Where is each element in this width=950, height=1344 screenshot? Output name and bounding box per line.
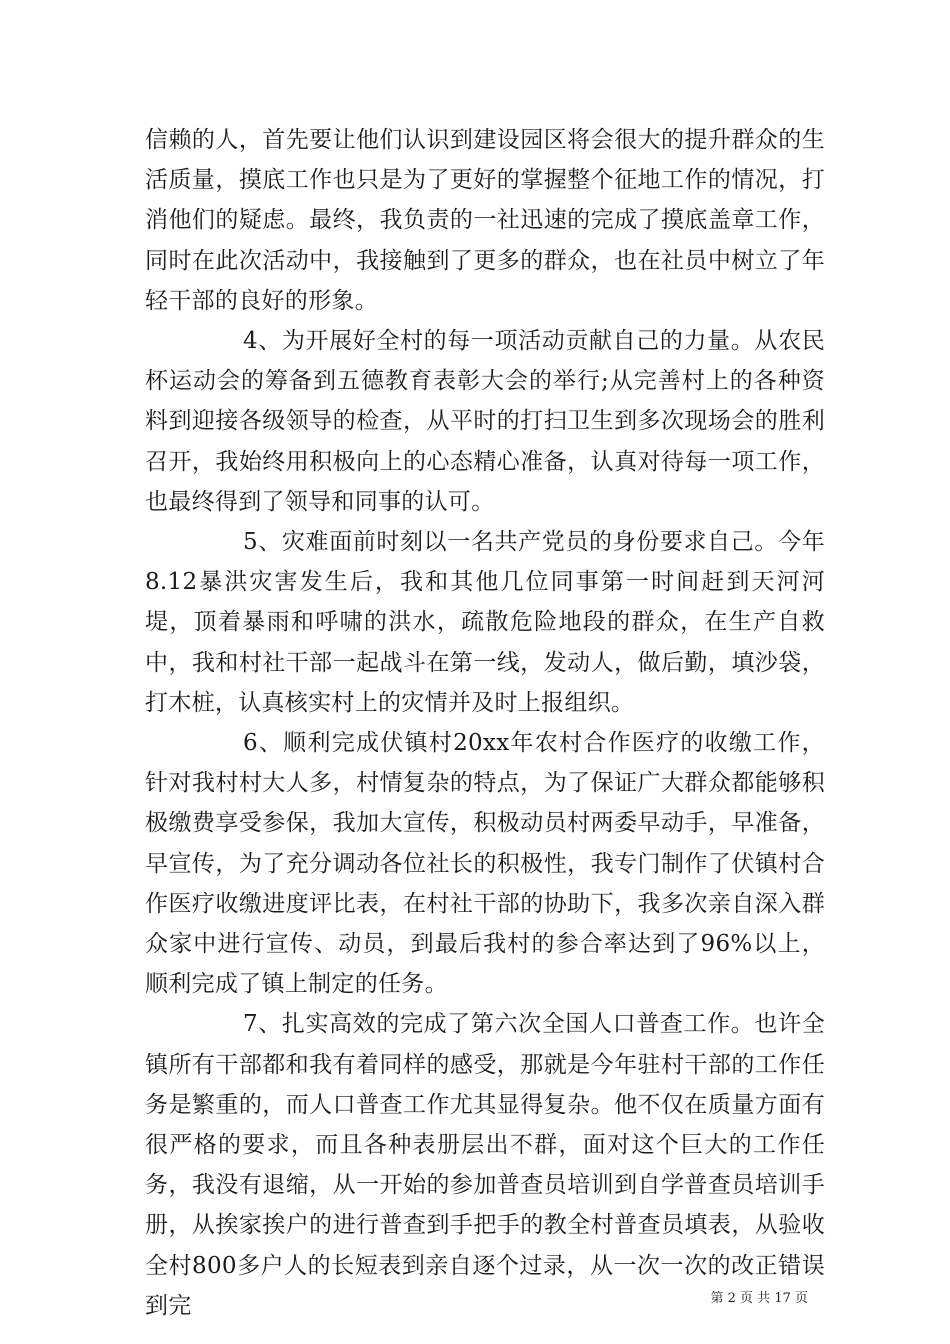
paragraph-item-7: 7、扎实高效的完成了第六次全国人口普查工作。也许全镇所有干部都和我有着同样的感受，那就是今年驻村干部的工作任务是繁重的，而人口普查工作尤其显得复杂。他不仅在质量方面有很严格的要求，而且各种表册层出不群，面对这个巨大的工作任务，我没有退缩，从一开始的参加普查员培训到自学普查员培训手册，从挨家挨户的进行普查到手把手的教全村普查员填表，从验收全村800多户人的长短表到亲自逐个过录，从一次一次的改正错误到完 — [145, 1011, 825, 1319]
page-number-footer: 第 2 页 共 17 页 — [710, 1291, 808, 1306]
paragraph-item-6: 6、顺利完成伏镇村20xx年农村合作医疗的收缴工作，针对我村村大人多，村情复杂的特点，为了保证广大群众都能够积极缴费享受参保，我加大宣传，积极动员村两委早动手，早准备，早宣传，为了充分调动各位社长的积极性，我专门制作了伏镇村合作医疗收缴进度评比表，在村社干部的协助下，我多次亲自深入群众家中进行宣传、动员，到最后我村的参合率达到了96%以上，顺利完成了镇上制定的任务。 — [145, 730, 825, 998]
document-body — [145, 120, 825, 1326]
paragraph-item-4: 4、为开展好全村的每一项活动贡献自己的力量。从农民杯运动会的筹备到五德教育表彰大会的举行;从完善村上的各种资料到迎接各级领导的检查，从平时的打扫卫生到多次现场会的胜利召开，我始终用积极向上的心态精心准备，认真对待每一项工作，也最终得到了领导和同事的认可。 — [145, 328, 825, 515]
paragraph-continuation: 信赖的人，首先要让他们认识到建设园区将会很大的提升群众的生活质量，摸底工作也只是为了更好的掌握整个征地工作的情况，打消他们的疑虑。最终，我负责的一社迅速的完成了摸底盖章工作，同时在此次活动中，我接触到了更多的群众，也在社员中树立了年轻干部的良好的形象。 — [145, 127, 825, 314]
paragraph-item-5: 5、灾难面前时刻以一名共产党员的身份要求自己。今年8.12暴洪灾害发生后，我和其他几位同事第一时间赶到天河河堤，顶着暴雨和呼啸的洪水，疏散危险地段的群众，在生产自救中，我和村社干部一起战斗在第一线，发动人，做后勤，填沙袋，打木桩，认真核实村上的灾情并及时上报组织。 — [145, 529, 825, 716]
